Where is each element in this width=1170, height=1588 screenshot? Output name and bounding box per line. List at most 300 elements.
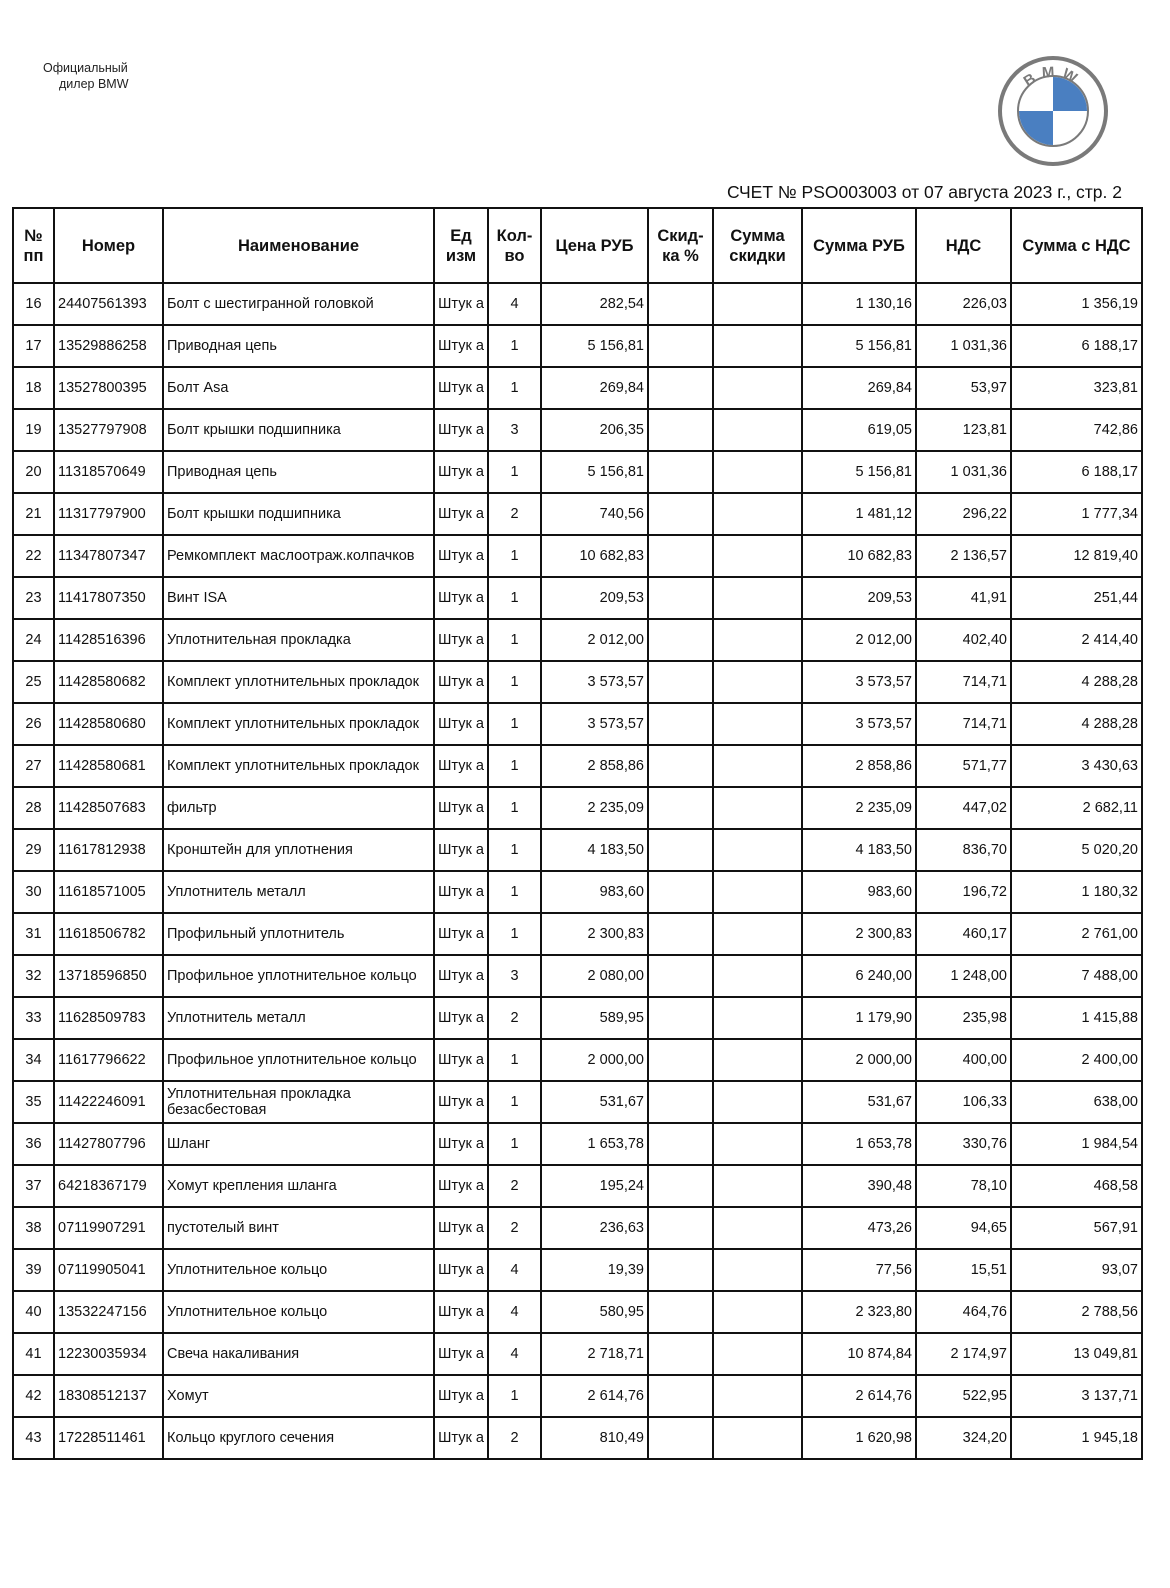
cell-part-number: 11347807347 xyxy=(54,535,163,577)
cell-discount-sum xyxy=(713,1291,802,1333)
cell-quantity: 1 xyxy=(488,787,541,829)
table-row xyxy=(13,493,1142,535)
cell-price: 983,60 xyxy=(541,871,648,913)
cell-discount-sum xyxy=(713,325,802,367)
cell-discount-sum xyxy=(713,1081,802,1123)
cell-sum: 2 858,86 xyxy=(802,745,916,787)
cell-total-with-vat: 2 400,00 xyxy=(1011,1039,1142,1081)
cell-unit: Штук а xyxy=(434,1207,488,1249)
cell-discount-pct xyxy=(648,1207,713,1249)
cell-sum: 3 573,57 xyxy=(802,661,916,703)
cell-vat: 78,10 xyxy=(916,1165,1011,1207)
cell-total-with-vat: 13 049,81 xyxy=(1011,1333,1142,1375)
cell-row-number: 24 xyxy=(13,619,54,661)
cell-price: 810,49 xyxy=(541,1417,648,1459)
cell-discount-sum xyxy=(713,1333,802,1375)
cell-discount-sum xyxy=(713,283,802,325)
cell-unit: Штук а xyxy=(434,745,488,787)
table-row xyxy=(13,1291,1142,1333)
svg-text:BMW: BMW xyxy=(1020,63,1086,91)
cell-quantity: 3 xyxy=(488,409,541,451)
cell-discount-pct xyxy=(648,1333,713,1375)
cell-discount-pct xyxy=(648,871,713,913)
cell-sum: 2 614,76 xyxy=(802,1375,916,1417)
cell-sum: 6 240,00 xyxy=(802,955,916,997)
table-row xyxy=(13,619,1142,661)
cell-unit: Штук а xyxy=(434,913,488,955)
cell-total-with-vat: 2 761,00 xyxy=(1011,913,1142,955)
cell-discount-sum xyxy=(713,1249,802,1291)
cell-vat: 41,91 xyxy=(916,577,1011,619)
table-row xyxy=(13,535,1142,577)
cell-discount-sum xyxy=(713,535,802,577)
table-row xyxy=(13,577,1142,619)
table-row xyxy=(13,1417,1142,1459)
cell-row-number: 27 xyxy=(13,745,54,787)
cell-vat: 836,70 xyxy=(916,829,1011,871)
cell-row-number: 38 xyxy=(13,1207,54,1249)
cell-sum: 209,53 xyxy=(802,577,916,619)
cell-price: 10 682,83 xyxy=(541,535,648,577)
cell-price: 2 235,09 xyxy=(541,787,648,829)
cell-part-number: 13532247156 xyxy=(54,1291,163,1333)
cell-item-name: Хомут xyxy=(163,1375,434,1417)
cell-part-number: 24407561393 xyxy=(54,283,163,325)
cell-item-name: Ремкомплект маслоотраж.колпачков xyxy=(163,535,434,577)
cell-unit: Штук а xyxy=(434,787,488,829)
cell-quantity: 1 xyxy=(488,871,541,913)
cell-price: 206,35 xyxy=(541,409,648,451)
cell-vat: 1 248,00 xyxy=(916,955,1011,997)
dealer-caption xyxy=(43,60,129,92)
cell-quantity: 4 xyxy=(488,1291,541,1333)
cell-row-number: 36 xyxy=(13,1123,54,1165)
cell-vat: 2 174,97 xyxy=(916,1333,1011,1375)
cell-price: 2 080,00 xyxy=(541,955,648,997)
cell-quantity: 2 xyxy=(488,1165,541,1207)
table-row xyxy=(13,367,1142,409)
cell-row-number: 31 xyxy=(13,913,54,955)
cell-price: 2 614,76 xyxy=(541,1375,648,1417)
cell-item-name: Профильное уплотнительное кольцо xyxy=(163,1039,434,1081)
cell-part-number: 13527797908 xyxy=(54,409,163,451)
cell-quantity: 1 xyxy=(488,367,541,409)
cell-vat: 324,20 xyxy=(916,1417,1011,1459)
cell-discount-sum xyxy=(713,871,802,913)
cell-total-with-vat: 2 414,40 xyxy=(1011,619,1142,661)
cell-part-number: 11618506782 xyxy=(54,913,163,955)
cell-sum: 390,48 xyxy=(802,1165,916,1207)
cell-quantity: 1 xyxy=(488,451,541,493)
cell-sum: 1 179,90 xyxy=(802,997,916,1039)
cell-discount-pct xyxy=(648,367,713,409)
cell-sum: 531,67 xyxy=(802,1081,916,1123)
cell-price: 580,95 xyxy=(541,1291,648,1333)
cell-total-with-vat: 3 430,63 xyxy=(1011,745,1142,787)
cell-item-name: Уплотнительное кольцо xyxy=(163,1291,434,1333)
cell-sum: 619,05 xyxy=(802,409,916,451)
cell-part-number: 11428580682 xyxy=(54,661,163,703)
cell-unit: Штук а xyxy=(434,1333,488,1375)
cell-unit: Штук а xyxy=(434,1039,488,1081)
cell-row-number: 40 xyxy=(13,1291,54,1333)
cell-quantity: 1 xyxy=(488,325,541,367)
cell-sum: 10 682,83 xyxy=(802,535,916,577)
cell-quantity: 1 xyxy=(488,577,541,619)
cell-unit: Штук а xyxy=(434,283,488,325)
cell-sum: 983,60 xyxy=(802,871,916,913)
cell-vat: 15,51 xyxy=(916,1249,1011,1291)
cell-vat: 714,71 xyxy=(916,703,1011,745)
cell-quantity: 1 xyxy=(488,1081,541,1123)
cell-unit: Штук а xyxy=(434,1123,488,1165)
table-row xyxy=(13,661,1142,703)
cell-item-name: Уплотнительная прокладка безасбестовая xyxy=(163,1081,434,1123)
table-row xyxy=(13,955,1142,997)
cell-row-number: 35 xyxy=(13,1081,54,1123)
cell-discount-pct xyxy=(648,1081,713,1123)
bmw-logo-icon xyxy=(997,55,1109,167)
cell-discount-pct xyxy=(648,1249,713,1291)
cell-discount-sum xyxy=(713,1375,802,1417)
cell-discount-sum xyxy=(713,1207,802,1249)
cell-quantity: 4 xyxy=(488,1249,541,1291)
cell-item-name: Профильный уплотнитель xyxy=(163,913,434,955)
cell-total-with-vat: 7 488,00 xyxy=(1011,955,1142,997)
cell-discount-pct xyxy=(648,913,713,955)
table-row xyxy=(13,1249,1142,1291)
cell-discount-pct xyxy=(648,535,713,577)
cell-sum: 5 156,81 xyxy=(802,325,916,367)
cell-item-name: Профильное уплотнительное кольцо xyxy=(163,955,434,997)
cell-discount-pct xyxy=(648,787,713,829)
cell-discount-sum xyxy=(713,997,802,1039)
table-row xyxy=(13,703,1142,745)
cell-vat: 226,03 xyxy=(916,283,1011,325)
table-body xyxy=(13,283,1142,1459)
cell-discount-pct xyxy=(648,745,713,787)
cell-vat: 330,76 xyxy=(916,1123,1011,1165)
cell-sum: 2 323,80 xyxy=(802,1291,916,1333)
cell-unit: Штук а xyxy=(434,535,488,577)
cell-vat: 123,81 xyxy=(916,409,1011,451)
cell-row-number: 23 xyxy=(13,577,54,619)
cell-discount-pct xyxy=(648,409,713,451)
cell-vat: 400,00 xyxy=(916,1039,1011,1081)
column-header-sum: Сумма РУБ xyxy=(802,208,916,283)
cell-unit: Штук а xyxy=(434,619,488,661)
cell-discount-sum xyxy=(713,703,802,745)
cell-vat: 447,02 xyxy=(916,787,1011,829)
cell-unit: Штук а xyxy=(434,409,488,451)
cell-discount-pct xyxy=(648,451,713,493)
cell-item-name: Болт Asa xyxy=(163,367,434,409)
cell-total-with-vat: 2 788,56 xyxy=(1011,1291,1142,1333)
cell-vat: 94,65 xyxy=(916,1207,1011,1249)
cell-part-number: 17228511461 xyxy=(54,1417,163,1459)
cell-part-number: 11617796622 xyxy=(54,1039,163,1081)
table-row xyxy=(13,745,1142,787)
cell-price: 269,84 xyxy=(541,367,648,409)
cell-unit: Штук а xyxy=(434,955,488,997)
cell-total-with-vat: 1 984,54 xyxy=(1011,1123,1142,1165)
cell-item-name: фильтр xyxy=(163,787,434,829)
cell-row-number: 17 xyxy=(13,325,54,367)
cell-discount-pct xyxy=(648,703,713,745)
cell-discount-sum xyxy=(713,661,802,703)
cell-vat: 522,95 xyxy=(916,1375,1011,1417)
cell-total-with-vat: 3 137,71 xyxy=(1011,1375,1142,1417)
table-row xyxy=(13,997,1142,1039)
cell-row-number: 16 xyxy=(13,283,54,325)
cell-total-with-vat: 1 180,32 xyxy=(1011,871,1142,913)
cell-total-with-vat: 1 415,88 xyxy=(1011,997,1142,1039)
cell-part-number: 11428507683 xyxy=(54,787,163,829)
cell-part-number: 07119905041 xyxy=(54,1249,163,1291)
cell-row-number: 39 xyxy=(13,1249,54,1291)
cell-total-with-vat: 638,00 xyxy=(1011,1081,1142,1123)
cell-unit: Штук а xyxy=(434,1081,488,1123)
cell-quantity: 2 xyxy=(488,1207,541,1249)
cell-quantity: 4 xyxy=(488,283,541,325)
cell-discount-pct xyxy=(648,1291,713,1333)
cell-vat: 53,97 xyxy=(916,367,1011,409)
cell-price: 19,39 xyxy=(541,1249,648,1291)
cell-discount-sum xyxy=(713,409,802,451)
cell-price: 5 156,81 xyxy=(541,325,648,367)
invoice-table xyxy=(12,207,1143,1460)
cell-item-name: Уплотнительная прокладка xyxy=(163,619,434,661)
cell-part-number: 64218367179 xyxy=(54,1165,163,1207)
cell-vat: 464,76 xyxy=(916,1291,1011,1333)
cell-price: 2 300,83 xyxy=(541,913,648,955)
cell-part-number: 11428580680 xyxy=(54,703,163,745)
cell-row-number: 28 xyxy=(13,787,54,829)
cell-total-with-vat: 12 819,40 xyxy=(1011,535,1142,577)
cell-discount-pct xyxy=(648,829,713,871)
cell-row-number: 41 xyxy=(13,1333,54,1375)
cell-unit: Штук а xyxy=(434,1165,488,1207)
cell-discount-pct xyxy=(648,955,713,997)
cell-sum: 2 300,83 xyxy=(802,913,916,955)
dealer-line-2: дилер BMW xyxy=(59,77,129,91)
cell-row-number: 19 xyxy=(13,409,54,451)
cell-item-name: Болт крышки подшипника xyxy=(163,493,434,535)
cell-discount-pct xyxy=(648,1039,713,1081)
cell-total-with-vat: 251,44 xyxy=(1011,577,1142,619)
cell-row-number: 18 xyxy=(13,367,54,409)
column-header-vat: НДС xyxy=(916,208,1011,283)
cell-unit: Штук а xyxy=(434,997,488,1039)
cell-row-number: 33 xyxy=(13,997,54,1039)
cell-part-number: 11428580681 xyxy=(54,745,163,787)
cell-sum: 5 156,81 xyxy=(802,451,916,493)
cell-discount-pct xyxy=(648,493,713,535)
cell-row-number: 29 xyxy=(13,829,54,871)
cell-item-name: Свеча накаливания xyxy=(163,1333,434,1375)
cell-price: 5 156,81 xyxy=(541,451,648,493)
cell-discount-sum xyxy=(713,829,802,871)
cell-sum: 1 481,12 xyxy=(802,493,916,535)
cell-item-name: Болт с шестигранной головкой xyxy=(163,283,434,325)
cell-part-number: 11417807350 xyxy=(54,577,163,619)
table-header-row xyxy=(13,208,1142,283)
cell-unit: Штук а xyxy=(434,325,488,367)
table-row xyxy=(13,1333,1142,1375)
cell-unit: Штук а xyxy=(434,703,488,745)
cell-total-with-vat: 468,58 xyxy=(1011,1165,1142,1207)
cell-unit: Штук а xyxy=(434,1375,488,1417)
cell-part-number: 18308512137 xyxy=(54,1375,163,1417)
cell-unit: Штук а xyxy=(434,493,488,535)
cell-quantity: 2 xyxy=(488,1417,541,1459)
cell-discount-pct xyxy=(648,283,713,325)
cell-discount-sum xyxy=(713,745,802,787)
cell-part-number: 13529886258 xyxy=(54,325,163,367)
column-header-nn: № пп xyxy=(13,208,54,283)
cell-part-number: 11318570649 xyxy=(54,451,163,493)
cell-total-with-vat: 2 682,11 xyxy=(1011,787,1142,829)
cell-discount-sum xyxy=(713,1165,802,1207)
table-row xyxy=(13,1207,1142,1249)
cell-total-with-vat: 6 188,17 xyxy=(1011,451,1142,493)
cell-vat: 2 136,57 xyxy=(916,535,1011,577)
cell-vat: 196,72 xyxy=(916,871,1011,913)
column-header-number: Номер xyxy=(54,208,163,283)
cell-discount-pct xyxy=(648,661,713,703)
cell-sum: 1 653,78 xyxy=(802,1123,916,1165)
cell-discount-sum xyxy=(713,913,802,955)
cell-sum: 4 183,50 xyxy=(802,829,916,871)
cell-price: 3 573,57 xyxy=(541,661,648,703)
cell-part-number: 07119907291 xyxy=(54,1207,163,1249)
cell-unit: Штук а xyxy=(434,661,488,703)
cell-price: 2 012,00 xyxy=(541,619,648,661)
cell-quantity: 1 xyxy=(488,1375,541,1417)
cell-row-number: 43 xyxy=(13,1417,54,1459)
cell-discount-pct xyxy=(648,1375,713,1417)
cell-sum: 269,84 xyxy=(802,367,916,409)
cell-quantity: 1 xyxy=(488,829,541,871)
column-header-total: Сумма с НДС xyxy=(1011,208,1142,283)
cell-price: 2 000,00 xyxy=(541,1039,648,1081)
cell-item-name: Приводная цепь xyxy=(163,325,434,367)
cell-sum: 77,56 xyxy=(802,1249,916,1291)
cell-row-number: 26 xyxy=(13,703,54,745)
table-row xyxy=(13,829,1142,871)
column-header-discount-sum: Сумма скидки xyxy=(713,208,802,283)
cell-discount-sum xyxy=(713,1039,802,1081)
cell-item-name: Шланг xyxy=(163,1123,434,1165)
cell-quantity: 1 xyxy=(488,619,541,661)
column-header-price: Цена РУБ xyxy=(541,208,648,283)
cell-quantity: 2 xyxy=(488,997,541,1039)
cell-vat: 571,77 xyxy=(916,745,1011,787)
cell-quantity: 2 xyxy=(488,493,541,535)
cell-item-name: Комплект уплотнительных прокладок xyxy=(163,703,434,745)
cell-price: 209,53 xyxy=(541,577,648,619)
table-row xyxy=(13,871,1142,913)
cell-discount-pct xyxy=(648,1417,713,1459)
cell-item-name: Кольцо круглого сечения xyxy=(163,1417,434,1459)
table-row xyxy=(13,283,1142,325)
cell-part-number: 11617812938 xyxy=(54,829,163,871)
cell-unit: Штук а xyxy=(434,451,488,493)
cell-total-with-vat: 93,07 xyxy=(1011,1249,1142,1291)
table-row xyxy=(13,913,1142,955)
cell-discount-sum xyxy=(713,619,802,661)
cell-discount-sum xyxy=(713,1417,802,1459)
column-header-name: Наименование xyxy=(163,208,434,283)
cell-sum: 10 874,84 xyxy=(802,1333,916,1375)
cell-row-number: 25 xyxy=(13,661,54,703)
cell-total-with-vat: 4 288,28 xyxy=(1011,661,1142,703)
table-row xyxy=(13,1123,1142,1165)
cell-row-number: 37 xyxy=(13,1165,54,1207)
cell-quantity: 3 xyxy=(488,955,541,997)
cell-unit: Штук а xyxy=(434,829,488,871)
cell-item-name: Болт крышки подшипника xyxy=(163,409,434,451)
cell-price: 195,24 xyxy=(541,1165,648,1207)
cell-row-number: 22 xyxy=(13,535,54,577)
cell-price: 4 183,50 xyxy=(541,829,648,871)
cell-discount-sum xyxy=(713,493,802,535)
cell-item-name: Уплотнитель металл xyxy=(163,997,434,1039)
cell-part-number: 13527800395 xyxy=(54,367,163,409)
cell-unit: Штук а xyxy=(434,1417,488,1459)
cell-quantity: 1 xyxy=(488,1039,541,1081)
cell-item-name: Комплект уплотнительных прокладок xyxy=(163,745,434,787)
cell-vat: 1 031,36 xyxy=(916,451,1011,493)
cell-item-name: Приводная цепь xyxy=(163,451,434,493)
cell-total-with-vat: 742,86 xyxy=(1011,409,1142,451)
cell-vat: 460,17 xyxy=(916,913,1011,955)
cell-part-number: 11428516396 xyxy=(54,619,163,661)
table-row xyxy=(13,1081,1142,1123)
table-row xyxy=(13,787,1142,829)
cell-discount-pct xyxy=(648,325,713,367)
cell-unit: Штук а xyxy=(434,1249,488,1291)
cell-sum: 1 130,16 xyxy=(802,283,916,325)
cell-part-number: 11317797900 xyxy=(54,493,163,535)
cell-price: 1 653,78 xyxy=(541,1123,648,1165)
cell-quantity: 1 xyxy=(488,913,541,955)
cell-item-name: Уплотнитель металл xyxy=(163,871,434,913)
cell-price: 740,56 xyxy=(541,493,648,535)
cell-price: 2 718,71 xyxy=(541,1333,648,1375)
cell-sum: 2 235,09 xyxy=(802,787,916,829)
cell-part-number: 11427807796 xyxy=(54,1123,163,1165)
cell-discount-sum xyxy=(713,367,802,409)
cell-discount-pct xyxy=(648,619,713,661)
table-row xyxy=(13,451,1142,493)
cell-part-number: 11618571005 xyxy=(54,871,163,913)
table-row xyxy=(13,1375,1142,1417)
table-row xyxy=(13,1165,1142,1207)
cell-price: 236,63 xyxy=(541,1207,648,1249)
cell-sum: 2 000,00 xyxy=(802,1039,916,1081)
cell-unit: Штук а xyxy=(434,577,488,619)
dealer-line-1: Официальный xyxy=(43,61,128,75)
cell-vat: 402,40 xyxy=(916,619,1011,661)
cell-price: 589,95 xyxy=(541,997,648,1039)
cell-item-name: Кронштейн для уплотнения xyxy=(163,829,434,871)
cell-vat: 106,33 xyxy=(916,1081,1011,1123)
cell-discount-pct xyxy=(648,997,713,1039)
cell-vat: 1 031,36 xyxy=(916,325,1011,367)
invoice-title: СЧЕТ № PSO003003 от 07 августа 2023 г., стр. 2 xyxy=(726,182,1122,202)
cell-discount-pct xyxy=(648,1123,713,1165)
